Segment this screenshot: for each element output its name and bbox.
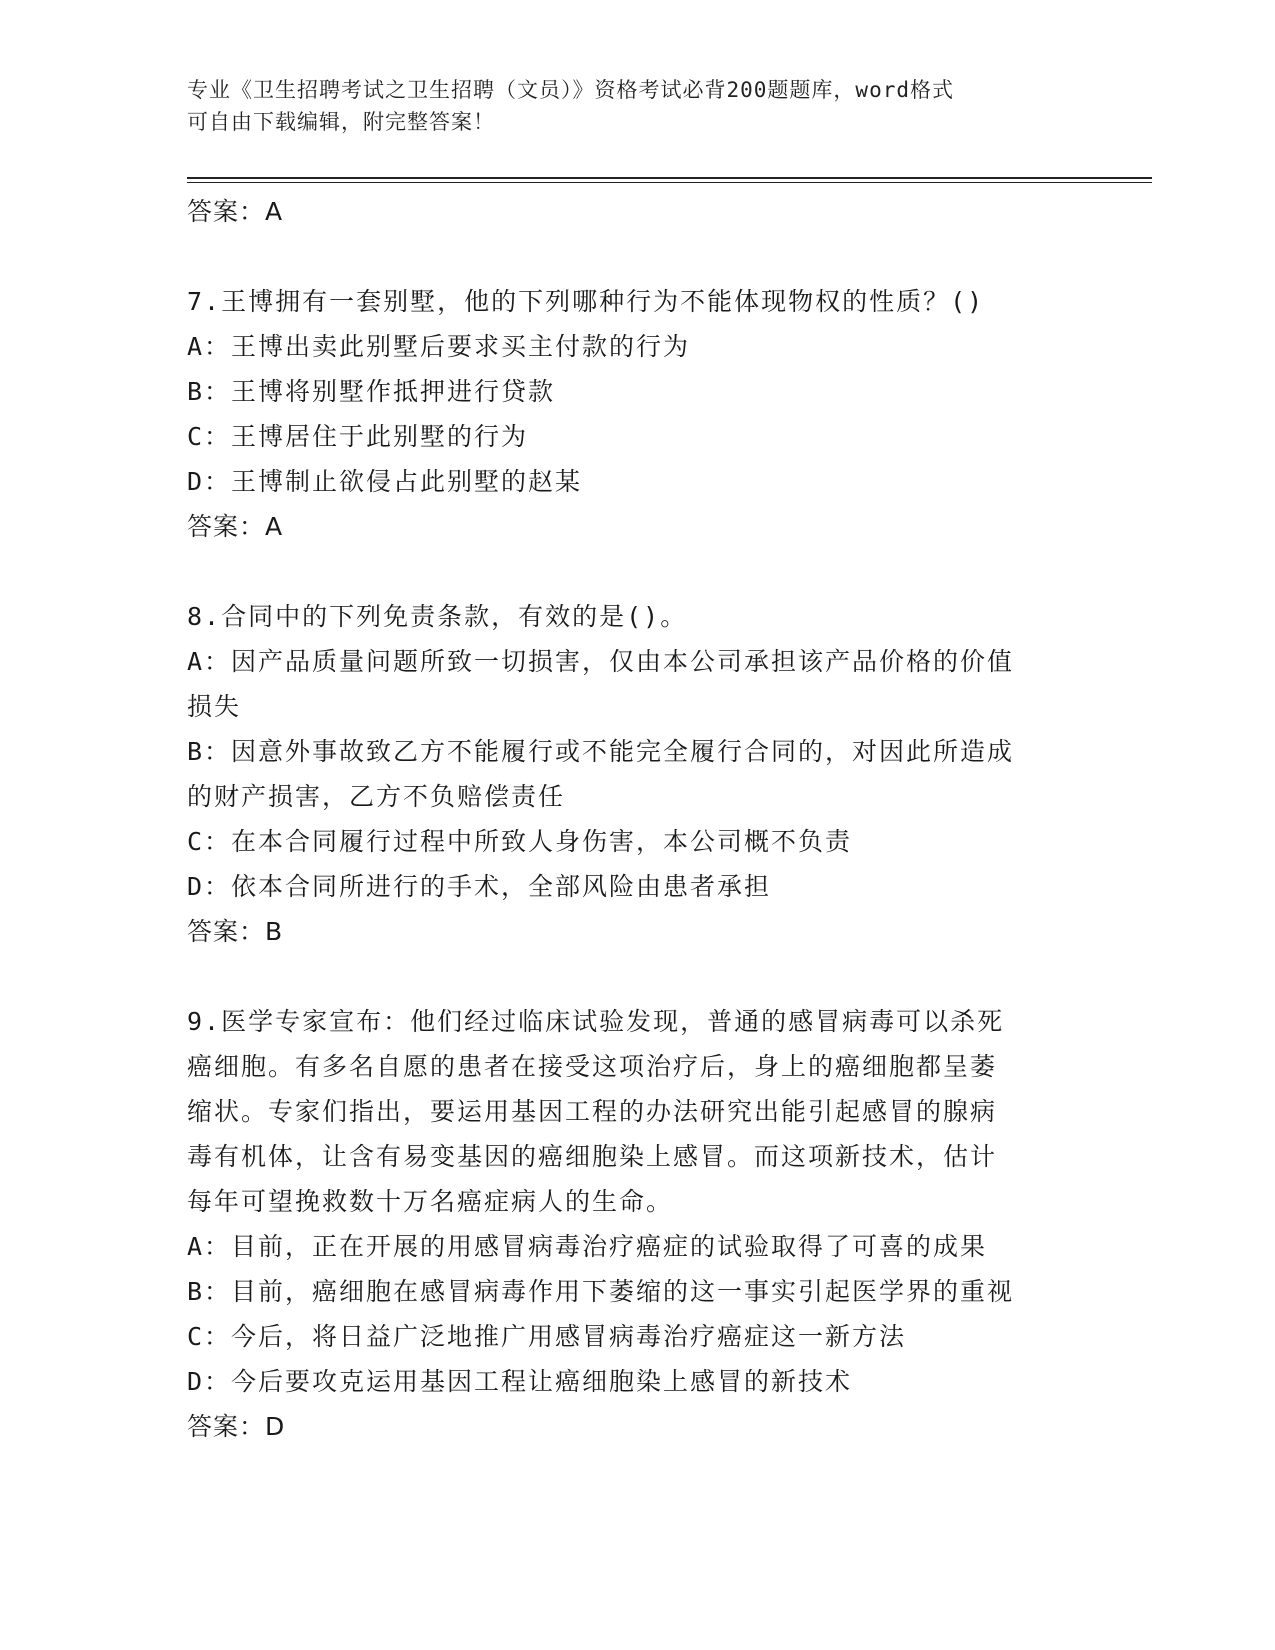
answer-line: 答案：A bbox=[187, 512, 284, 541]
previous-answer: 答案：A bbox=[187, 197, 284, 226]
question-stem-line: 8.合同中的下列免责条款，有效的是()。 bbox=[187, 602, 688, 631]
question-stem-line: 每年可望挽救数十万名癌症病人的生命。 bbox=[187, 1187, 674, 1216]
spacer bbox=[187, 954, 1087, 999]
option-a: A：因产品质量问题所致一切损害，仅由本公司承担该产品价格的价值 bbox=[187, 647, 1015, 676]
question-stem-line: 癌细胞。有多名自愿的患者在接受这项治疗后，身上的癌细胞都呈萎 bbox=[187, 1052, 998, 1081]
question-stem-line: 7.王博拥有一套别墅，他的下列哪种行为不能体现物权的性质？() bbox=[187, 287, 985, 316]
option-c: C：今后，将日益广泛地推广用感冒病毒治疗癌症这一新方法 bbox=[187, 1322, 907, 1351]
question-stem-line: 毒有机体，让含有易变基因的癌细胞染上感冒。而这项新技术，估计 bbox=[187, 1142, 998, 1171]
question-stem-line: 9.医学专家宣布：他们经过临床试验发现，普通的感冒病毒可以杀死 bbox=[187, 1007, 1005, 1036]
option-b: B：因意外事故致乙方不能履行或不能完全履行合同的，对因此所造成 bbox=[187, 737, 1015, 766]
answer-line: 答案：D bbox=[187, 1412, 286, 1441]
header-rule-thin bbox=[187, 182, 1152, 183]
page-header bbox=[187, 74, 1067, 138]
option-b: B：王博将别墅作抵押进行贷款 bbox=[187, 377, 556, 406]
header-rule-thick bbox=[187, 177, 1152, 179]
header-line-2: 可自由下载编辑，附完整答案！ bbox=[187, 110, 495, 134]
option-d: D：王博制止欲侵占此别墅的赵某 bbox=[187, 467, 583, 496]
option-a: A：王博出卖此别墅后要求买主付款的行为 bbox=[187, 332, 691, 361]
answer-line: 答案：B bbox=[187, 917, 284, 946]
question-7 bbox=[187, 279, 1087, 549]
header-line-1: 专业《卫生招聘考试之卫生招聘（文员）》资格考试必背200题题库，word格式 bbox=[187, 78, 954, 102]
option-b-continued: 的财产损害，乙方不负赔偿责任 bbox=[187, 782, 566, 811]
option-c: C：王博居住于此别墅的行为 bbox=[187, 422, 529, 451]
option-b: B：目前，癌细胞在感冒病毒作用下萎缩的这一事实引起医学界的重视 bbox=[187, 1277, 1015, 1306]
question-stem-line: 缩状。专家们指出，要运用基因工程的办法研究出能引起感冒的腺病 bbox=[187, 1097, 998, 1126]
option-a-continued: 损失 bbox=[187, 692, 242, 721]
page-content bbox=[187, 189, 1087, 1449]
spacer bbox=[187, 549, 1087, 594]
option-a: A：目前，正在开展的用感冒病毒治疗癌症的试验取得了可喜的成果 bbox=[187, 1232, 988, 1261]
option-d: D：今后要攻克运用基因工程让癌细胞染上感冒的新技术 bbox=[187, 1367, 853, 1396]
option-c: C：在本合同履行过程中所致人身伤害，本公司概不负责 bbox=[187, 827, 853, 856]
question-8 bbox=[187, 594, 1087, 954]
question-9 bbox=[187, 999, 1087, 1449]
spacer bbox=[187, 234, 1087, 279]
option-d: D：依本合同所进行的手术，全部风险由患者承担 bbox=[187, 872, 772, 901]
